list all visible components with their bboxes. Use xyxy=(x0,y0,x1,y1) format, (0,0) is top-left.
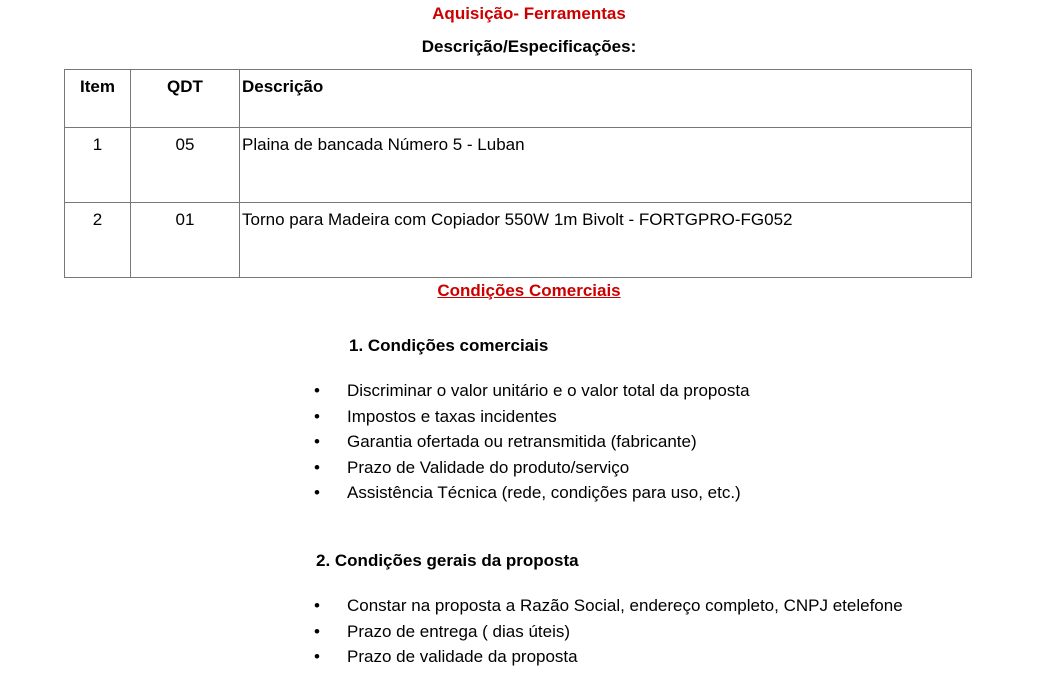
bullet-icon: • xyxy=(314,647,320,666)
list-item xyxy=(310,404,750,430)
list-item-text: Garantia ofertada ou retransmitida (fabricante) xyxy=(347,432,697,451)
header-qdt: QDT xyxy=(131,70,240,128)
bullet-icon: • xyxy=(314,483,320,502)
list-item xyxy=(310,644,903,670)
list-item-text: Prazo de validade da proposta xyxy=(347,647,578,666)
list-item xyxy=(310,429,750,455)
cell-description: Plaina de bancada Número 5 - Luban xyxy=(240,128,972,203)
items-table xyxy=(64,69,972,278)
list-item xyxy=(310,378,750,404)
list-item-text: Assistência Técnica (rede, condições para uso, etc.) xyxy=(347,483,741,502)
table-row xyxy=(65,203,972,278)
specifications-heading: Descrição/Especificações: xyxy=(421,37,637,56)
bullet-icon: • xyxy=(314,596,320,615)
header-item: Item xyxy=(65,70,131,128)
list-item-text: Constar na proposta a Razão Social, endereço completo, CNPJ etelefone xyxy=(347,596,903,615)
section-heading-commercial: 1. Condições comerciais xyxy=(349,336,549,355)
bullet-icon: • xyxy=(314,432,320,451)
list-item xyxy=(310,593,903,619)
list-item xyxy=(310,455,750,481)
list-item-text: Prazo de entrega ( dias úteis) xyxy=(347,621,571,641)
bullet-icon: • xyxy=(314,457,320,477)
bullet-icon: • xyxy=(314,381,320,400)
cell-qdt: 05 xyxy=(131,128,240,203)
table-row xyxy=(65,128,972,203)
commercial-conditions-title: Condições Comerciais xyxy=(437,281,621,300)
bullet-icon: • xyxy=(314,621,320,641)
commercial-conditions-list xyxy=(310,378,750,506)
cell-qdt: 01 xyxy=(131,203,240,278)
list-item-text: Impostos e taxas incidentes xyxy=(347,406,557,426)
general-conditions-list xyxy=(310,593,903,670)
list-item-text: Prazo de Validade do produto/serviço xyxy=(347,457,630,477)
list-item-text: Discriminar o valor unitário e o valor total da proposta xyxy=(347,381,750,400)
cell-description: Torno para Madeira com Copiador 550W 1m Bivolt - FORTGPRO-FG052 xyxy=(240,203,972,278)
section-heading-general: 2. Condições gerais da proposta xyxy=(316,551,579,570)
cell-item: 2 xyxy=(65,203,131,278)
cell-item: 1 xyxy=(65,128,131,203)
table-header-row xyxy=(65,70,972,128)
document-title: Aquisição- Ferramentas xyxy=(432,4,626,23)
header-description: Descrição xyxy=(240,70,972,128)
bullet-icon: • xyxy=(314,406,320,426)
list-item xyxy=(310,480,750,506)
list-item xyxy=(310,619,903,645)
